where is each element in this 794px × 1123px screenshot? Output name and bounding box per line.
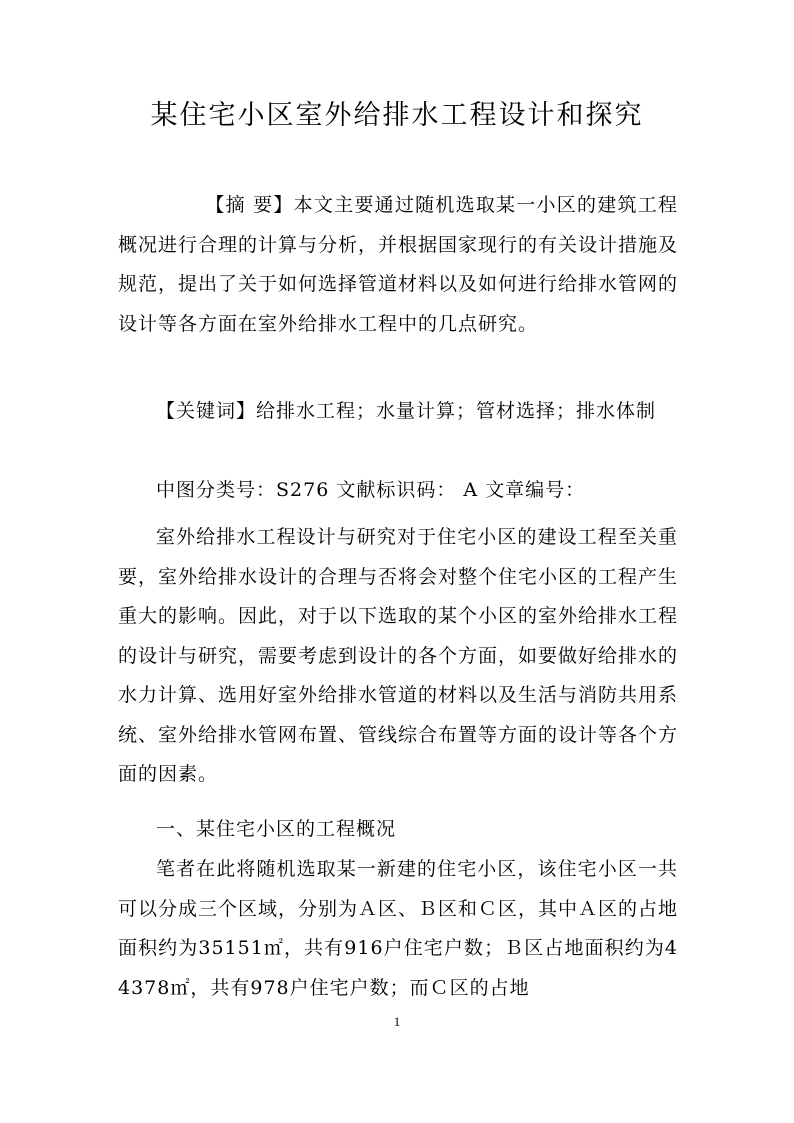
page-number: 1 <box>393 1014 401 1029</box>
section-heading: 一、某住宅小区的工程概况 <box>156 818 397 840</box>
abstract-paragraph: 【摘 要】本文主要通过随机选取某一小区的建筑工程概况进行合理的计算与分析，并根据国家现行的有关设计措施及规范，提出了关于如何选择管道材料以及如何进行给排水管网的设计等各方面在室外给排水工程中的几点研究。 <box>118 194 679 335</box>
keywords-paragraph: 【关键词】给排水工程；水量计算；管材选择；排水体制 <box>156 400 657 422</box>
document-title: 某住宅小区室外给排水工程设计和探究 <box>150 100 644 131</box>
intro-paragraph: 室外给排水工程设计与研究对于住宅小区的建设工程至关重要，室外给排水设计的合理与否将会对整个住宅小区的工程产生重大的影响。因此，对于以下选取的某个小区的室外给排水工程的设计与研究，需要考虑到设计的各个方面，如要做好给排水的水力计算、选用好室外给排水管道的材料以及生活与消防共用系统、室外给排水管网布置、管线综合布置等方面的设计等各个方面的因素。 <box>118 526 679 785</box>
body-paragraph: 笔者在此将随机选取某一新建的住宅小区，该住宅小区一共可以分成三个区域，分别为Ａ区、Ｂ区和Ｃ区，其中Ａ区的占地面积约为35151㎡，共有916户住宅户数；Ｂ区占地面积约为44378㎡，共有978户住宅户数；而Ｃ区的占地 <box>118 858 679 999</box>
classification-line: 中图分类号：S276 文献标识码： A 文章编号： <box>156 479 586 501</box>
